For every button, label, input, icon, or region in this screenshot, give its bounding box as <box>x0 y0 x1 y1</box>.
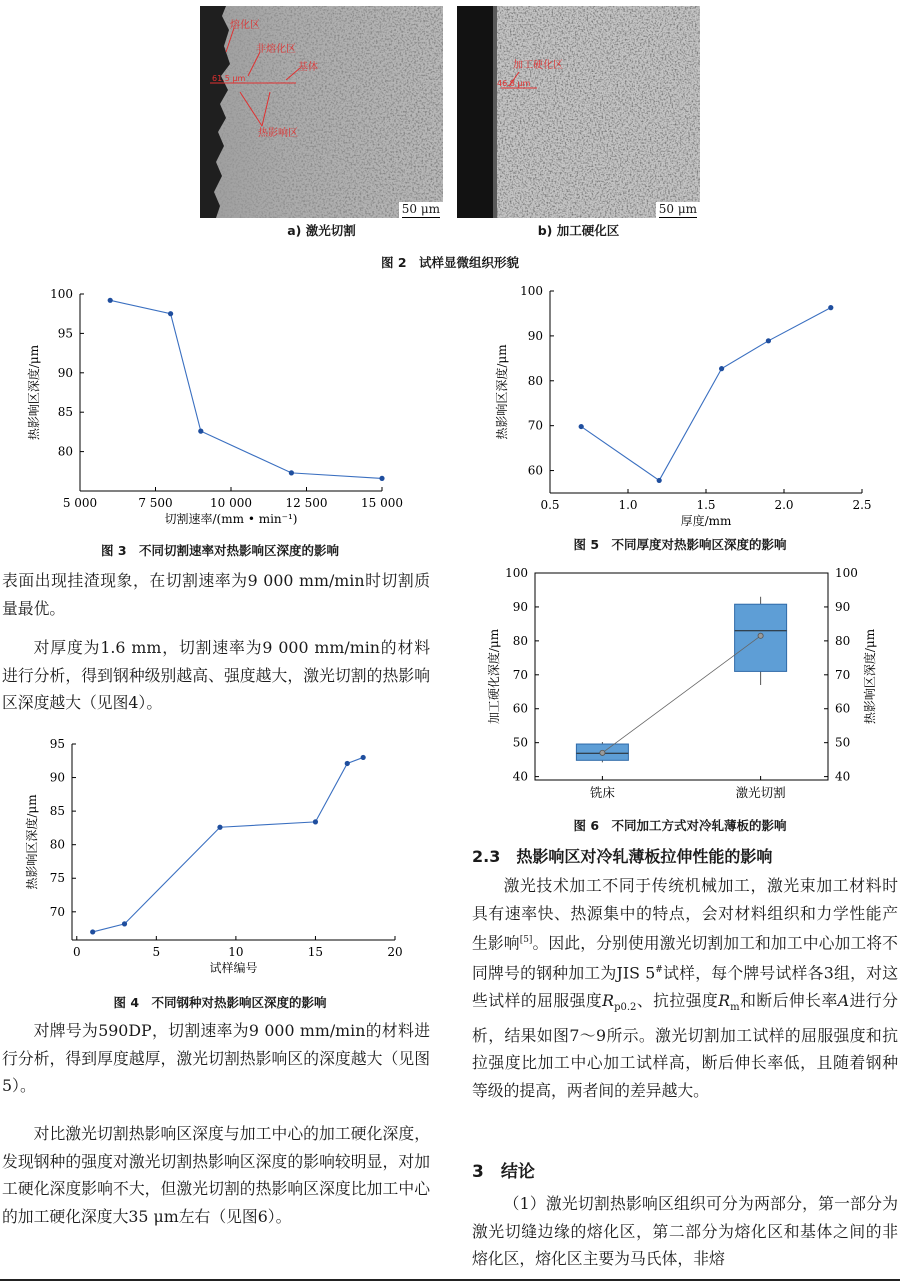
right-p1-text <box>472 872 898 1104</box>
x-axis-label: 厚度/mm <box>680 514 732 527</box>
x-tick-label: 2.5 <box>852 498 872 512</box>
mean-point <box>600 750 605 755</box>
data-point <box>345 761 350 766</box>
scale-bar-a <box>399 202 443 218</box>
x-tick-label: 7 500 <box>138 496 173 510</box>
data-point <box>657 478 662 483</box>
right-p2-text: （1）激光切割热影响区组织可分为两部分，第一部分为激光切缝边缘的熔化区，第二部分为熔化区和基体之间的非熔化区，熔化区主要为马氏体，非熔 <box>472 1194 898 1269</box>
x-tick-label: 0 <box>72 945 81 959</box>
data-point <box>719 366 724 371</box>
chart-steel-grade <box>20 731 420 981</box>
y-tick-label-left: 100 <box>505 566 528 580</box>
right-p1-f: 进行分析，结果如图7～9所示。激光切割加工试样的屈服强度和抗拉强度比加工中心加工试样高，断后伸长率低，且随着钢种等级的提高，两者间的差异越大。 <box>472 990 898 1100</box>
scale-bar-b <box>656 202 700 218</box>
x-tick-label: 20 <box>387 945 403 959</box>
y-tick-label-left: 90 <box>512 599 528 614</box>
y-tick-label: 100 <box>50 287 73 301</box>
x-axis-label: 切割速率/(mm • min⁻¹) <box>164 512 298 526</box>
y-tick-label: 80 <box>57 444 73 459</box>
rm-symbol: R <box>718 990 731 1010</box>
y-tick-label: 70 <box>49 904 65 919</box>
y-tick-label: 70 <box>527 418 543 433</box>
data-point <box>289 470 294 475</box>
citation-5[interactable]: [5] <box>519 935 533 946</box>
left-p3-text: 对牌号为590DP，切割速率为9 000 mm/min的材料进行分析，得到厚度越厚，激光切割热影响区的深度越大（见图5）。 <box>2 1021 430 1096</box>
annotation-non-melt-zone: 非熔化区 <box>256 44 296 55</box>
x-tick-label: 12 500 <box>285 496 328 510</box>
left-paragraph-1 <box>2 567 430 622</box>
chart-cutting-speed <box>20 281 410 531</box>
scale-bar-b-label: 50 μm <box>658 202 697 216</box>
y-tick-label: 95 <box>57 326 73 341</box>
x-tick-label: 15 <box>307 945 324 959</box>
data-point <box>361 755 366 760</box>
left-paragraph-2 <box>2 634 430 717</box>
y-tick-label: 90 <box>57 365 73 380</box>
annotation-melt-zone: 熔化区 <box>230 20 260 31</box>
data-point <box>168 311 173 316</box>
section-3-heading: 3 结论 <box>472 1162 535 1182</box>
x-tick-label: 0.5 <box>540 498 560 512</box>
y-tick-label: 85 <box>57 405 73 420</box>
y-tick-label-right: 50 <box>835 735 851 750</box>
y-tick-label-right: 80 <box>835 633 851 648</box>
series-line <box>93 757 363 932</box>
y-tick-label: 95 <box>49 737 65 751</box>
data-point <box>108 298 113 303</box>
right-p1-d: 、抗拉强度 <box>636 990 719 1010</box>
figure3-caption: 图 3 不同切割速率对热影响区深度的影响 <box>100 543 340 558</box>
data-point <box>828 305 833 310</box>
x-tick-label: 5 000 <box>62 496 98 510</box>
rm-sub: m <box>730 1002 740 1014</box>
y-tick-label-left: 80 <box>512 633 528 648</box>
right-p1-c: 试样，每个牌号试样各3组，对这些试样的屈服强度 <box>472 963 898 1010</box>
chart-thickness <box>486 277 882 527</box>
y-axis-label-left: 加工硬化深度/μm <box>487 628 501 725</box>
y-tick-label: 60 <box>527 463 543 478</box>
right-paragraph-1 <box>472 872 898 1104</box>
rp02-symbol: R <box>602 990 615 1010</box>
right-p1-b: 。因此，分别使用激光切割加工和加工中心加工将不同牌号的钢种加工为JIS 5 <box>472 933 898 983</box>
left-p4-text: 对比激光切割热影响区深度与加工中心的加工硬化深度，发现钢种的强度对激光切割热影响区深度的影响较明显，对加工硬化深度影响不大，但激光切割的热影响区深度比加工中心的加工硬化深度大35 μm左右（见图6）。 <box>2 1124 430 1226</box>
y-axis-label: 热影响区深度/μm <box>25 794 39 890</box>
figure4-caption: 图 4 不同钢种对热影响区深度的影响 <box>113 995 327 1010</box>
y-tick-label-right: 90 <box>835 599 851 614</box>
data-point <box>766 338 771 343</box>
annotation-haz: 热影响区 <box>258 128 298 139</box>
page-bottom-rule <box>0 1279 900 1281</box>
series-line <box>110 300 382 478</box>
y-axis-label: 热影响区深度/μm <box>495 344 509 440</box>
y-tick-label: 85 <box>49 804 65 819</box>
x-tick-label: 10 000 <box>210 496 252 510</box>
micrograph-laser-cut <box>200 6 443 218</box>
y-axis-label: 热影响区深度/μm <box>27 344 41 441</box>
x-tick-label: 1.5 <box>696 498 716 512</box>
y-tick-label: 75 <box>49 871 65 886</box>
y-tick-label: 90 <box>49 770 65 785</box>
left-paragraph-4 <box>2 1120 430 1230</box>
left-p1-text: 表面出现挂渣现象，在切割速率为9 000 mm/min时切割质量最优。 <box>2 571 430 618</box>
data-point <box>379 476 384 481</box>
data-point <box>90 929 95 934</box>
annotation-matrix: 基体 <box>298 62 318 73</box>
panel-b-caption: b) 加工硬化区 <box>537 223 620 238</box>
chart-processing-method <box>480 560 892 810</box>
y-tick-label-right: 100 <box>835 566 858 580</box>
jis-sup: # <box>655 965 663 976</box>
y-tick-label-right: 70 <box>835 667 851 682</box>
scale-bar-a-label: 50 μm <box>401 202 440 216</box>
y-tick-label-left: 70 <box>512 667 528 682</box>
x-tick-label: 5 <box>152 945 161 959</box>
right-paragraph-2 <box>472 1190 898 1273</box>
y-tick-label: 90 <box>527 328 543 343</box>
y-tick-label-left: 60 <box>512 701 528 716</box>
y-tick-label: 100 <box>520 284 543 298</box>
x-axis-label: 试样编号 <box>209 961 258 975</box>
data-point <box>122 921 127 926</box>
annotation-work-hardened: 加工硬化区 <box>513 60 563 71</box>
figure2-caption: 图 2 试样显微组织形貌 <box>380 255 520 270</box>
x-tick-label: 15 000 <box>361 496 403 510</box>
data-point <box>579 424 584 429</box>
annotation-arrows <box>200 6 443 218</box>
y-axis-label-right: 热影响区深度/μm <box>863 628 877 725</box>
series-line <box>581 308 831 481</box>
mean-connector <box>602 636 760 753</box>
data-point <box>313 819 318 824</box>
annotation-hardened-width: 46.8 μm <box>497 79 531 88</box>
x-tick-label: 2.0 <box>774 498 794 512</box>
x-tick-label: 1.0 <box>618 498 638 512</box>
right-p1-e: 和断后伸长率 <box>739 990 838 1010</box>
left-p2-text: 对厚度为1.6 mm，切割速率为9 000 mm/min的材料进行分析，得到钢种级别越高、强度越大，激光切割的热影响区深度越大（见图4）。 <box>2 638 430 713</box>
panel-a-caption: a) 激光切割 <box>287 223 356 238</box>
x-tick-label: 激光切割 <box>735 785 786 800</box>
y-tick-label-right: 60 <box>835 701 851 716</box>
data-point <box>198 429 203 434</box>
rp02-sub: p0.2 <box>614 1002 637 1014</box>
y-tick-label-right: 40 <box>835 769 851 784</box>
y-tick-label-left: 50 <box>512 735 528 750</box>
x-tick-label: 铣床 <box>589 785 615 800</box>
y-tick-label: 80 <box>527 373 543 388</box>
mean-point <box>758 633 763 638</box>
micrograph-work-hardened <box>457 6 700 218</box>
y-tick-label-left: 40 <box>512 769 528 784</box>
left-paragraph-3 <box>2 1017 430 1100</box>
a-symbol: A <box>837 990 850 1010</box>
right-p1-a: 激光技术加工不同于传统机械加工，激光束加工材料时具有速率快、热源集中的特点，会对材料组织和力学性能产生影响 <box>472 876 898 953</box>
figure5-caption: 图 5 不同厚度对热影响区深度的影响 <box>573 537 787 552</box>
section-2-3-heading: 2.3 热影响区对冷轧薄板拉伸性能的影响 <box>472 847 773 866</box>
y-tick-label: 80 <box>49 837 65 852</box>
data-point <box>217 825 222 830</box>
x-tick-label: 10 <box>228 945 244 959</box>
annotation-haz-width: 61.5 μm <box>212 74 246 83</box>
figure6-caption: 图 6 不同加工方式对冷轧薄板的影响 <box>573 818 787 833</box>
